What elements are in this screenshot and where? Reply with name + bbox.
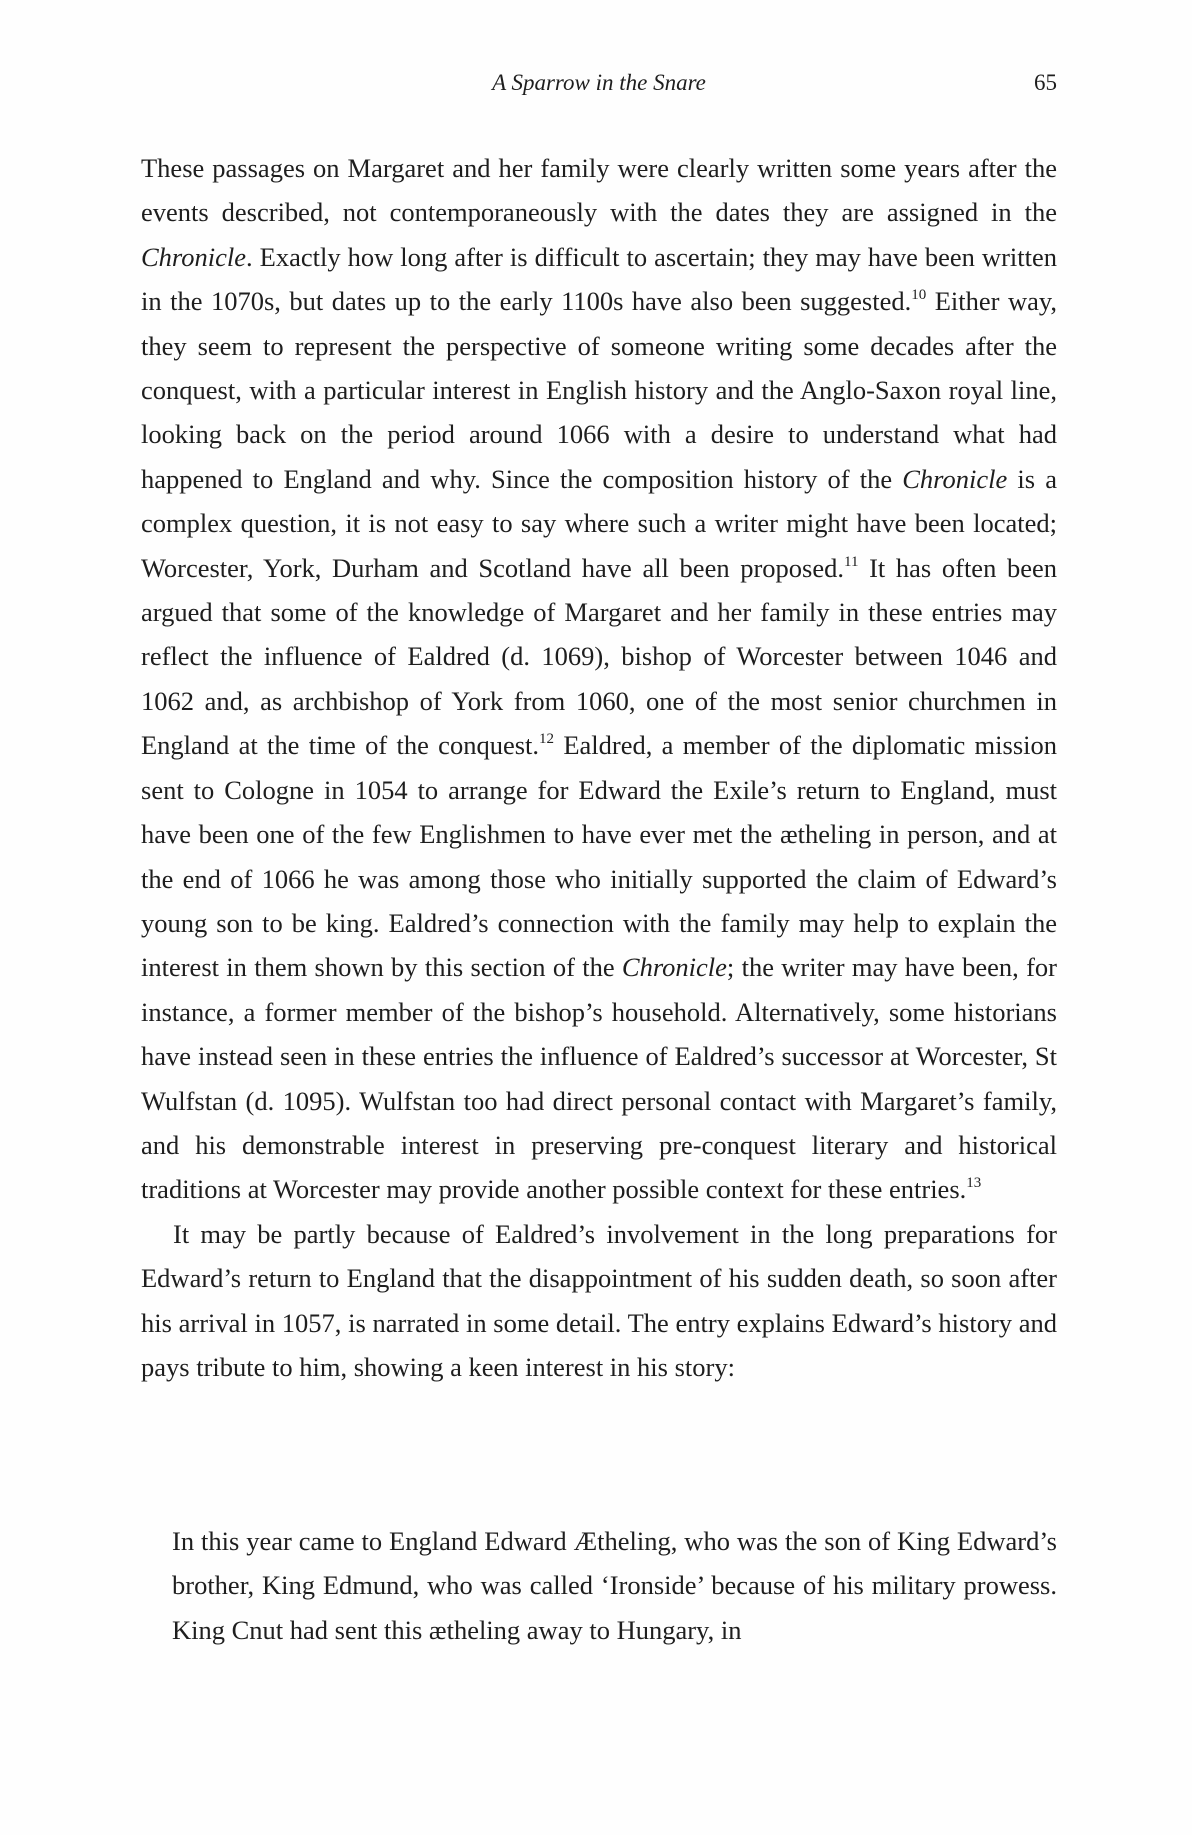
footnote-ref-13: 13 [966,1175,982,1192]
text-run: is a complex question, it is not easy to say where such a writer might have been located; Worcester, York, Durham and Scotland have all been proposed. [141,463,1058,583]
italic-title: Chronicle [141,241,247,272]
text-run: It has often been argued that some of the knowledge of Margaret and her family in these entries may reflect the influence of Ealdred (d. 1069), bishop of Worcester between 1046 and 1062 and, as archbishop of York from 1060, one of the most senior churchmen in England at the time of the conquest. [141,552,1057,761]
italic-title: Chronicle [621,952,727,983]
text-run: Either way, they seem to represent the perspective of someone writing some decades after the conquest, with a particular interest in English history and the Anglo-Saxon royal line, looking back on the period around 1066 with a desire to understand what had happened to England and why. Since the composition history of the [141,286,1057,494]
paragraph-2: It may be partly because of Ealdred’s involvement in the long preparations for Edward’s return to England that the disappointment of his sudden death, so soon after his arrival in 1057, is narrated in some detail. The entry explains Edward’s history and pays tribute to him, showing a keen interest in his story: [141,1218,1057,1382]
page-number: 65 [1034,70,1057,95]
block-quote: In this year came to England Edward Ætheling, who was the son of King Edward’s brother, King Edmund, who was called ‘Ironside’ because of his military prowess. King Cnut had sent this ætheling away to Hungary, in [172,1526,1057,1645]
body-text [141,146,1057,1389]
footnote-ref-10: 10 [911,287,927,304]
footnote-ref-12: 12 [539,731,555,748]
running-head [141,68,1057,98]
paragraph-1 [141,146,1057,1212]
running-title: A Sparrow in the Snare [492,70,706,95]
text-run: Ealdred, a member of the diplomatic mission sent to Cologne in 1054 to arrange for Edward the Exile’s return to England, must have been one of the few Englishmen to have ever met the ætheling in person, and at the end of 1066 he was among those who initially supported the claim of Edward’s young son to be king. Ealdred’s connection with the family may help to explain the interest in them shown by this section of the [141,730,1058,983]
text-run: . Exactly how long after is difficult to ascertain; they may have been written in the 1070s, but dates up to the early 1100s have also been suggested. [141,241,1057,317]
italic-title: Chronicle [902,463,1008,494]
footnote-ref-11: 11 [844,553,859,570]
text-run: ; the writer may have been, for instance, a former member of the bishop’s household. Alternatively, some historians have instead seen in these entries the influence of Ealdred’s successor at Worcester, St Wulfstan (d. 1095). Wulfstan too had direct personal contact with Margaret’s family, and his demonstrable interest in preserving pre-conquest literary and historical traditions at Worcester may provide another possible context for these entries. [141,952,1057,1205]
text-run: These passages on Margaret and her family were clearly written some years after the events described, not contemporaneously with the dates they are assigned in the [141,153,1057,228]
